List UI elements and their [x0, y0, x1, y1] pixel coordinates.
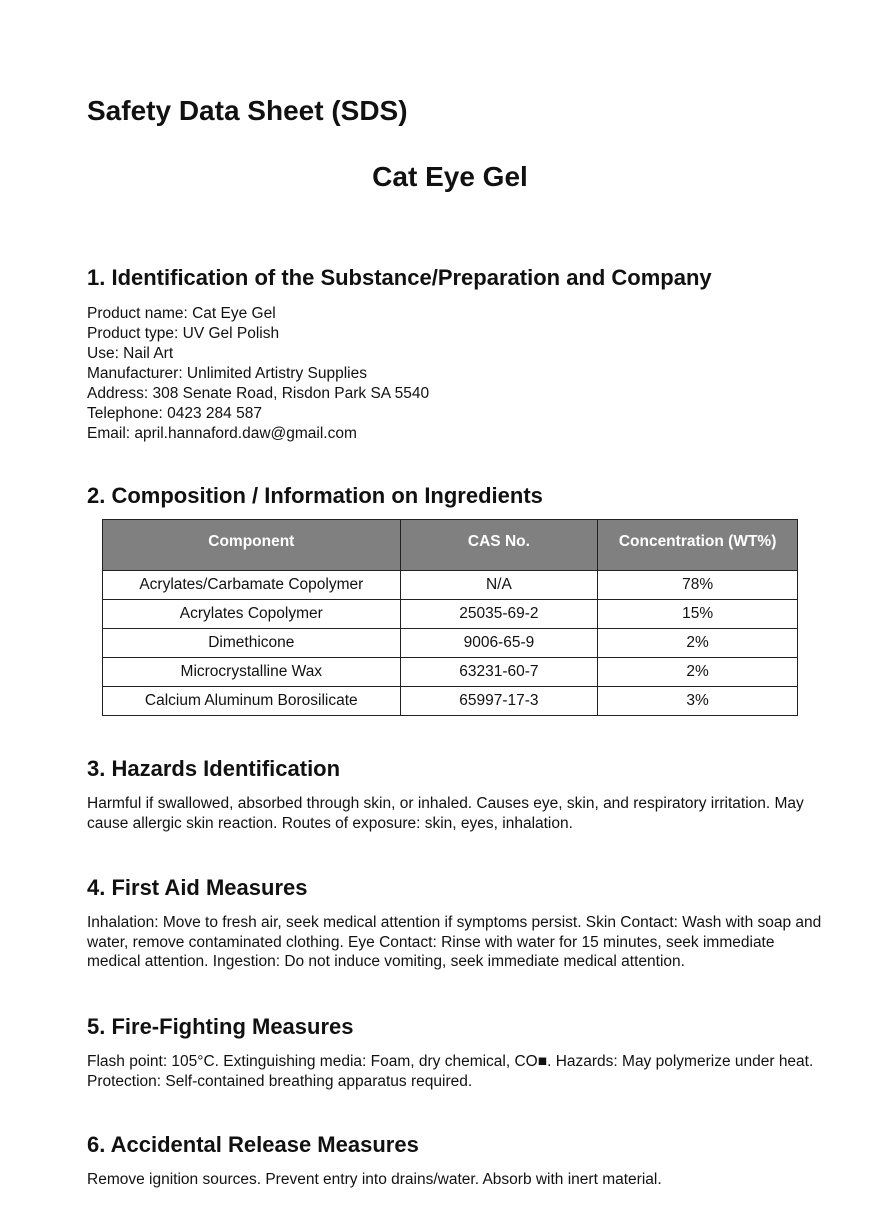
component-cell: Acrylates/Carbamate Copolymer — [103, 571, 401, 600]
column-header-concentration: Concentration (WT%) — [598, 520, 798, 571]
section-4-heading: 4. First Aid Measures — [87, 875, 308, 900]
cas-cell: N/A — [400, 571, 598, 600]
use-line: Use: Nail Art — [87, 345, 174, 362]
accidental-release-text: Remove ignition sources. Prevent entry into drains/water. Absorb with inert material. — [87, 1171, 662, 1188]
table-row — [103, 658, 798, 687]
concentration-cell: 78% — [598, 571, 798, 600]
email-line: Email: april.hannaford.daw@gmail.com — [87, 425, 357, 442]
product-name-line: Product name: Cat Eye Gel — [87, 305, 276, 322]
table-row — [103, 571, 798, 600]
component-cell: Calcium Aluminum Borosilicate — [103, 687, 401, 716]
table-row — [103, 687, 798, 716]
concentration-cell: 2% — [598, 658, 798, 687]
section-3-heading: 3. Hazards Identification — [87, 756, 341, 781]
component-cell: Acrylates Copolymer — [103, 600, 401, 629]
manufacturer-line: Manufacturer: Unlimited Artistry Supplies — [87, 365, 367, 382]
telephone-line: Telephone: 0423 284 587 — [87, 405, 262, 422]
cas-cell: 25035-69-2 — [400, 600, 598, 629]
table-row — [103, 600, 798, 629]
identification-details — [87, 304, 827, 444]
column-header-component: Component — [103, 520, 401, 571]
address-line: Address: 308 Senate Road, Risdon Park SA 5540 — [87, 385, 430, 402]
component-cell: Dimethicone — [103, 629, 401, 658]
product-type-line: Product type: UV Gel Polish — [87, 325, 280, 342]
first-aid-text: Inhalation: Move to fresh air, seek medical attention if symptoms persist. Skin Contact: Wash with soap and water, remove contaminated clothing. Eye Contact: Rinse with water for 15 minutes, seek immediate medical attention. Ingestion: Do not induce vomiting, seek immediate medical attention. — [87, 914, 822, 970]
document-title: Safety Data Sheet (SDS) — [87, 95, 408, 126]
concentration-cell: 15% — [598, 600, 798, 629]
concentration-cell: 2% — [598, 629, 798, 658]
column-header-cas: CAS No. — [400, 520, 598, 571]
cas-cell: 63231-60-7 — [400, 658, 598, 687]
section-6-heading: 6. Accidental Release Measures — [87, 1132, 419, 1157]
table-header-row — [103, 520, 798, 571]
section-2-heading: 2. Composition / Information on Ingredients — [87, 483, 543, 508]
section-5-heading: 5. Fire-Fighting Measures — [87, 1014, 354, 1039]
fire-fighting-text: Flash point: 105°C. Extinguishing media: Foam, dry chemical, CO■. Hazards: May polymerize under heat. Protection: Self-contained breathing apparatus required. — [87, 1053, 814, 1090]
component-cell: Microcrystalline Wax — [103, 658, 401, 687]
concentration-cell: 3% — [598, 687, 798, 716]
hazards-text: Harmful if swallowed, absorbed through skin, or inhaled. Causes eye, skin, and respiratory irritation. May cause allergic skin reaction. Routes of exposure: skin, eyes, inhalation. — [87, 795, 804, 832]
composition-table — [102, 519, 798, 716]
cas-cell: 65997-17-3 — [400, 687, 598, 716]
section-1-heading: 1. Identification of the Substance/Preparation and Company — [87, 265, 712, 290]
table-row — [103, 629, 798, 658]
cas-cell: 9006-65-9 — [400, 629, 598, 658]
product-title: Cat Eye Gel — [372, 161, 528, 192]
